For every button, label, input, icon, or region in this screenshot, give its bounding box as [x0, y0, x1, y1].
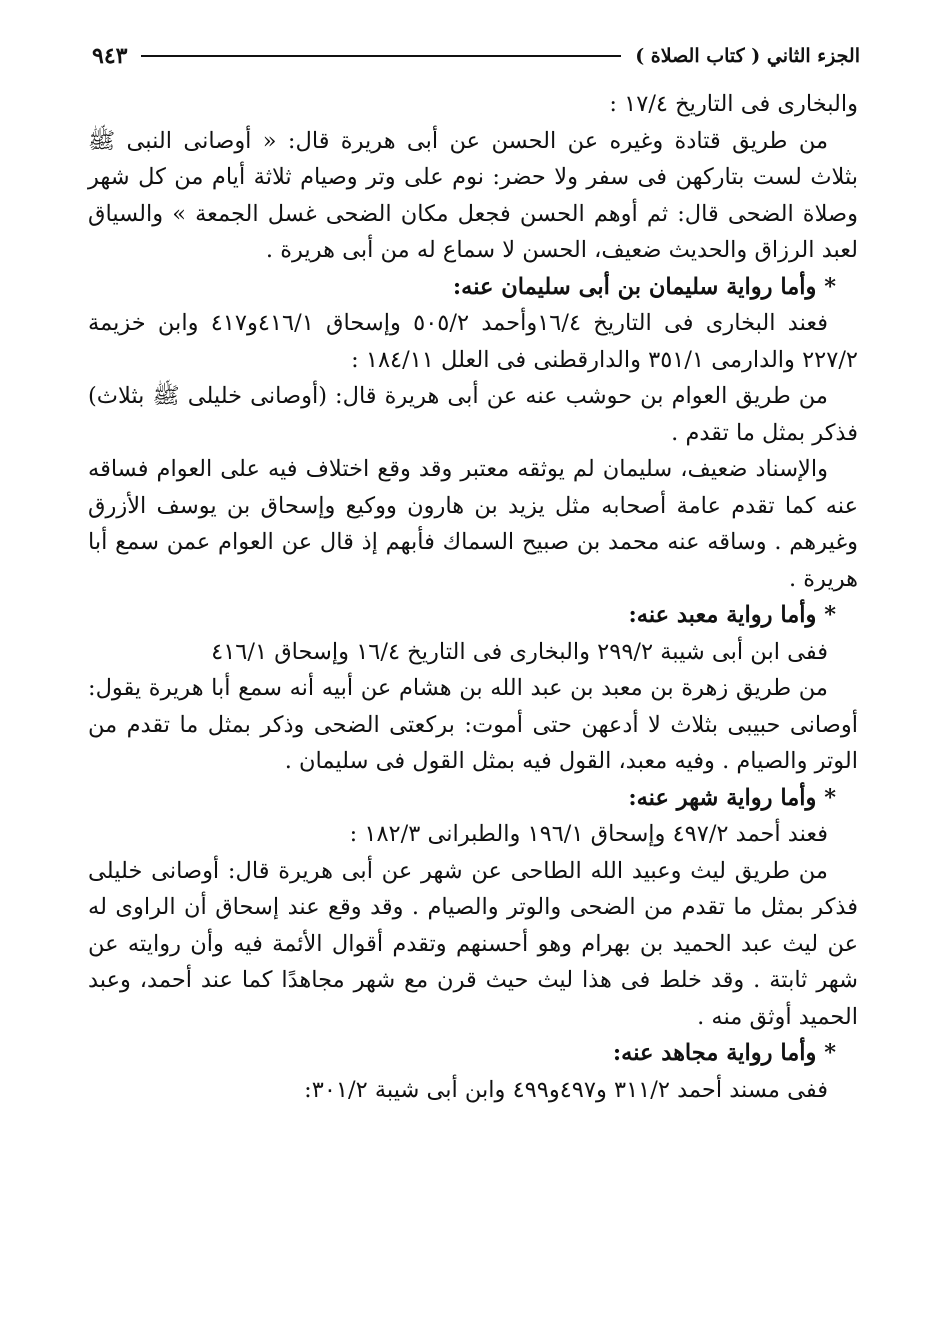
asterisk-marker: * [824, 1040, 836, 1066]
paragraph: من طريق العوام بن حوشب عنه عن أبى هريرة قال: (أوصانى خليلى ﷺ بثلاث) فذكر بمثل ما تقدم . [88, 383, 858, 446]
section-heading-text: وأما رواية سليمان بن أبى سليمان عنه: [452, 273, 817, 300]
page-body [88, 86, 858, 1108]
paragraph: فعند أحمد ٤٩٧/٢ وإسحاق ١٩٦/١ والطبرانى ١٨٢/٣ : [349, 821, 828, 847]
page-number: ٩٤٣ [92, 43, 128, 69]
section-heading [88, 269, 858, 306]
paragraph: من طريق زهرة بن معبد بن عبد الله بن هشام عن أبيه أنه سمع أبا هريرة يقول: أوصانى حبيبى بثلاث لا أدعهن حتى أموت: بركعتى الضحى وذكر بمثل ما تقدم من الوتر والصيام . وفيه معبد، القول فيه بمثل القول فى سليمان . [88, 675, 858, 774]
paragraph: من طريق ليث وعبيد الله الطاحى عن شهر عن أبى هريرة قال: أوصانى خليلى فذكر بمثل ما تقدم من الضحى والوتر والصيام . وقد وقع عند إسحاق أن الراوى له عن ليث عبد الحميد بن بهرام وهو أحسنهم وتقدم أقوال الأئمة فيه وأن روايته عن شهر ثابتة . وقد خلط فى هذا ليث حيث قرن مع شهر مجاهدًا كما عند أحمد، وعبد الحميد أوثق منه . [88, 857, 858, 1030]
paragraph: والإسناد ضعيف، سليمان لم يوثقه معتبر وقد وقع اختلاف فيه على العوام فساقه عنه كما تقدم عامة أصحابه مثل يزيد بن هارون ووكيع وإسحاق بن يوسف الأزرق وغيرهم . وساقه عنه محمد بن صبيح السماك فأبهم إذ قال عن العوام عمن سمع أبا هريرة . [88, 456, 858, 592]
paragraph: ففى ابن أبى شيبة ٢٩٩/٢ والبخارى فى التاريخ ١٦/٤ وإسحاق ٤١٦/١ [211, 638, 828, 665]
paragraph: والبخارى فى التاريخ ١٧/٤ : [609, 91, 858, 117]
page-header [92, 38, 860, 74]
paragraph: من طريق قتادة وغيره عن الحسن عن أبى هريرة قال: « أوصانى النبى ﷺ بثلاث لست بتاركهن فى سفر ولا حضر: نوم على وتر وصيام ثلاثة أيام من كل شهر وصلاة الضحى قال: ثم أوهم الحسن فجعل مكان الضحى غسل الجمعة » والسياق لعبد الرزاق والحديث ضعيف، الحسن لا سماع له من أبى هريرة . [88, 127, 858, 263]
section-heading-text: وأما رواية معبد عنه: [628, 602, 817, 628]
section-heading [88, 597, 858, 634]
paragraph: ففى مسند أحمد ٣١١/٢ و٤٩٧و٤٩٩ وابن أبى شيبة ٣٠١/٢: [304, 1076, 828, 1103]
running-title: الجزء الثاني ( كتاب الصلاة ) [635, 45, 860, 67]
asterisk-marker: * [824, 602, 836, 628]
asterisk-marker: * [824, 273, 836, 300]
paragraph: فعند البخارى فى التاريخ ١٦/٤وأحمد ٥٠٥/٢ وإسحاق ٤١٦/١و٤١٧ وابن خزيمة ٢٢٧/٢ والدارمى ٣٥١/١ والدارقطنى فى العلل ١٨٤/١١ : [88, 310, 858, 373]
section-heading-text: وأما رواية مجاهد عنه: [612, 1040, 817, 1066]
section-heading-text: وأما رواية شهر عنه: [628, 784, 817, 811]
header-rule [141, 55, 621, 57]
section-heading [88, 780, 858, 817]
asterisk-marker: * [824, 784, 836, 811]
section-heading [88, 1035, 858, 1072]
